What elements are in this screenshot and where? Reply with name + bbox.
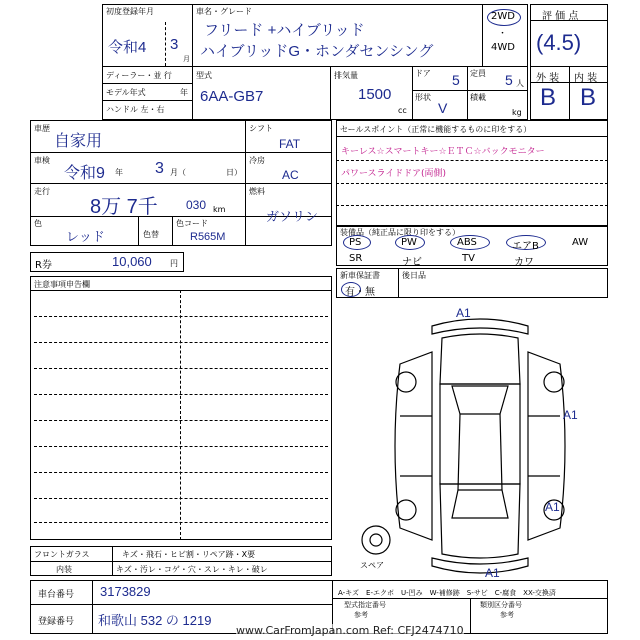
recycle-label: R券: [35, 260, 52, 271]
inspection-month-unit: 月（: [170, 168, 186, 177]
dealer-label: ディーラー・並 行: [106, 71, 172, 80]
class-code-ref: 参考: [500, 611, 514, 619]
car-diagram: [360, 304, 600, 584]
shift-value: FAT: [279, 137, 301, 151]
chassis-value: 3173829: [100, 584, 151, 599]
color-value: レッド: [66, 229, 105, 244]
year-unit: 年: [180, 88, 188, 97]
model-value: 6AA-GB7: [200, 88, 264, 105]
class-code-label: 類別区分番号: [480, 601, 522, 609]
recycle-value: 10,060: [112, 254, 152, 269]
notes-label: 注意事項申告欄: [34, 280, 90, 289]
km-unit: km: [213, 205, 226, 214]
sales-point-2: パワースライドドア(両側): [341, 169, 447, 179]
damage-mark-right-front: A1: [563, 408, 578, 422]
equip-aw: AW: [572, 237, 589, 248]
model-label: 型式: [196, 71, 212, 80]
exterior-label: 外 装: [536, 73, 560, 84]
exterior-grade: B: [540, 84, 557, 111]
ac-value: AC: [282, 168, 299, 182]
ac-label: 冷房: [249, 156, 265, 165]
vehicle-type-label: 車歴: [34, 124, 50, 133]
equip-airbag: エアB: [512, 241, 539, 252]
capacity-label: 定員: [470, 69, 486, 78]
later-label: 後日品: [402, 271, 426, 280]
drive-dot: ・: [498, 29, 508, 39]
door-value: 5: [452, 72, 460, 88]
equip-ps: PS: [349, 237, 362, 248]
equip-leather: カワ: [514, 257, 534, 268]
equip-navi: ナビ: [402, 257, 422, 268]
equip-pw: PW: [401, 237, 417, 248]
inspection-year-unit: 年: [115, 168, 123, 177]
vehicle-type-value: 自家用: [54, 133, 103, 150]
warranty-value: 有・無: [345, 287, 375, 298]
displacement-label: 排気量: [334, 71, 358, 80]
reg-date-label: 初度登録年月: [106, 7, 154, 16]
interior-label: 内 装: [574, 73, 598, 84]
inspection-day-unit: 日）: [226, 168, 242, 177]
person-unit: 人: [516, 79, 524, 88]
equip-tv: TV: [462, 253, 475, 264]
sales-point-1: キーレス☆スマートキー☆ＥＴＣ☆バックモニター: [341, 147, 545, 157]
new-car-label: 新車保証書: [340, 271, 380, 280]
fuel-value: ガソリン: [266, 209, 319, 224]
load-label: 積載: [470, 93, 486, 102]
shift-label: シフト: [249, 124, 273, 133]
inspection-month: 3: [155, 160, 164, 177]
kg-unit: kg: [512, 108, 522, 117]
model-code-label: 型式指定番号: [344, 601, 386, 609]
yen-unit: 円: [170, 259, 178, 268]
shape-label: 形状: [415, 93, 431, 102]
door-label: ドア: [415, 69, 431, 78]
model-year-label: モデル年式: [106, 88, 146, 97]
damage-mark-front: A1: [456, 306, 471, 320]
car-name-label: 車名・グレード: [196, 7, 252, 16]
car-name-line1: フリード +ハイブリッド: [204, 22, 365, 39]
equip-sr: SR: [349, 253, 363, 264]
month-unit: 月: [183, 55, 190, 63]
damage-mark-rear: A1: [485, 566, 500, 580]
drive-4wd: 4WD: [491, 42, 515, 53]
handle-label: ハンドル 左・右: [106, 105, 165, 114]
color-code-label: 色コード: [176, 219, 208, 228]
color-code-value: R565M: [190, 231, 226, 243]
interior-condition-value: キズ・汚レ・コゲ・穴・スレ・キレ・破レ: [116, 565, 268, 574]
reg-month: 3: [170, 36, 179, 53]
mileage-value: 8万 7千: [90, 196, 158, 218]
sales-points-label: セールスポイント（正常に機能するものに印をする）: [340, 125, 532, 134]
recycle-box: [30, 252, 184, 272]
capacity-value: 5: [505, 72, 513, 88]
interior-grade: B: [580, 84, 597, 111]
color-label: 色: [34, 219, 42, 228]
front-glass-value: キズ・飛石・ヒビ割・リペア跡・X要: [122, 550, 256, 559]
plate-label: 登録番号: [38, 617, 75, 627]
inspection-label: 車検: [34, 156, 50, 165]
model-code-ref: 参考: [354, 611, 368, 619]
drive-2wd: 2WD: [491, 11, 515, 22]
displacement-value: 1500: [358, 86, 392, 103]
damage-mark-right-rear: A1: [545, 500, 560, 514]
plate-value: 和歌山 532 の 1219: [98, 613, 212, 628]
reg-era: 令和4: [108, 39, 147, 56]
car-name-line2: ハイブリッドG・ホンダセンシング: [200, 43, 434, 60]
cc-unit: cc: [398, 106, 407, 115]
equip-abs: ABS: [457, 237, 477, 248]
spare-label: スペア: [360, 561, 384, 570]
mileage-sub: 030: [186, 198, 207, 212]
equipment-label: 装備品（純正品に限り印をする）: [340, 228, 460, 237]
damage-legend: A-キズ E-エクボ U-凹み W-補修跡 S-サビ C-腐食 XX-交換済: [338, 589, 556, 597]
evaluation-score: (4.5): [536, 30, 582, 55]
inspection-era: 令和9: [64, 165, 105, 182]
color-swap-label: 色替: [143, 230, 159, 239]
chassis-label: 車台番号: [38, 590, 75, 600]
evaluation-label: 評 価 点: [542, 11, 579, 22]
shape-value: V: [438, 100, 448, 116]
front-glass-label: フロントガラス: [34, 550, 90, 559]
interior-condition-label: 内装: [56, 565, 72, 574]
fuel-label: 燃料: [249, 187, 265, 196]
mileage-label: 走行: [34, 187, 50, 196]
watermark: www.CarFromJapan.com Ref: CFJ2474710: [236, 624, 464, 637]
